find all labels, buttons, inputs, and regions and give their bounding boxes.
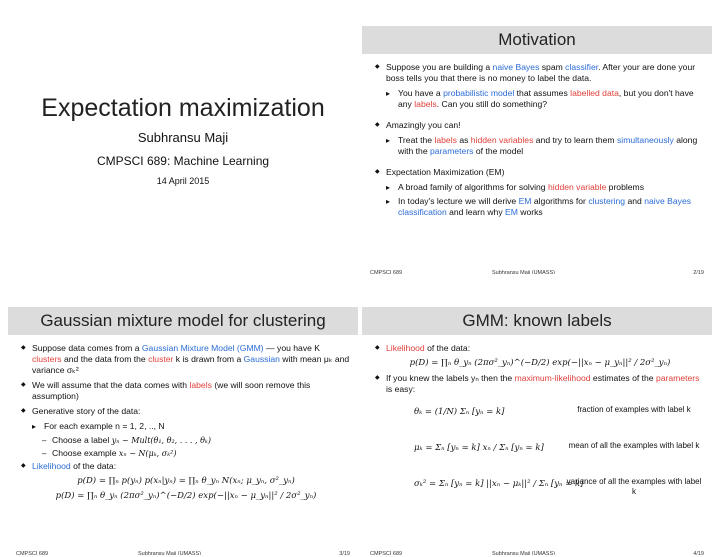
motivation-slide: [362, 4, 712, 274]
likelihood-expanded-equation: p(D) = ∏ₙ θ_yₙ (2πσ²_yₙ)^(−D/2) exp(−||xₙ − μ_yₙ||² / 2σ²_yₙ): [55, 491, 317, 501]
footer-course: CMPSCI 689: [370, 551, 403, 555]
title-slide: [8, 4, 358, 274]
sigma-description: variance of all the examples with label k: [566, 477, 702, 496]
lecture-date: 14 April 2015: [156, 176, 210, 186]
mu-description: mean of all the examples with label k: [568, 441, 700, 450]
footer-page: 2/19: [693, 270, 704, 274]
bullet: ◆ Amazingly you can!: [374, 120, 706, 131]
footer-page: 4/19: [693, 551, 704, 555]
sub-bullet: ▸ You have a probabilistic model that assumes labelled data, but you don't have any labels. Can you still do something?: [374, 88, 706, 110]
gmm-slide: [8, 285, 358, 555]
slide-content: [374, 62, 706, 221]
footer-page: 3/19: [339, 551, 350, 555]
estimate-row-theta: [374, 399, 706, 433]
slide-title: Expectation maximization: [41, 94, 325, 122]
slide-title: Motivation: [362, 26, 712, 54]
footer-course: CMPSCI 689: [16, 551, 49, 555]
bullet: ◆ Expectation Maximization (EM): [374, 167, 706, 178]
bullet: ◆ Likelihood of the data:: [374, 343, 706, 354]
likelihood-equation: p(D) = ∏ₙ θ_yₙ (2πσ²_yₙ)^(−D/2) exp(−||xₙ − μ_yₙ||² / 2σ²_yₙ): [409, 358, 671, 368]
bullet: ◆ Likelihood of the data:: [20, 461, 352, 472]
slide-title: GMM: known labels: [362, 307, 712, 335]
sub-bullet: ▸ For each example n = 1, 2, .., N: [20, 421, 352, 432]
likelihood-equation: p(D) = ∏ₙ p(yₙ) p(xₙ|yₙ) = ∏ₙ θ_yₙ N(xₙ; μ_yₙ, σ²_yₙ): [77, 476, 295, 486]
footer-course: CMPSCI 689: [370, 270, 403, 274]
course-name: CMPSCI 689: Machine Learning: [96, 154, 270, 168]
sub-bullet: ▸ In today's lecture we will derive EM algorithms for clustering and naive Bayes classification and learn why EM works: [374, 196, 706, 218]
bullet: ◆ We will assume that the data comes with labels (we will soon remove this assumption): [20, 380, 352, 402]
slide-content: [374, 343, 706, 507]
slide-content: [20, 343, 352, 506]
mu-estimate: μₖ = Σₙ [yₙ = k] xₙ / Σₙ [yₙ = k]: [414, 443, 544, 453]
slide-title: Gaussian mixture model for clustering: [8, 307, 358, 335]
bullet: ◆ Generative story of the data:: [20, 406, 352, 417]
footer-author: Subhransu Maji (UMASS): [138, 551, 201, 555]
bullet: ◆ Suppose data comes from a Gaussian Mixture Model (GMM) — you have K clusters and the data from the cluster k is drawn from a Gaussian with mean μₖ and variance σₖ²: [20, 343, 352, 376]
theta-estimate: θₖ = (1/N) Σₙ [yₙ = k]: [414, 407, 505, 417]
sub-bullet: ▸ A broad family of algorithms for solving hidden variable problems: [374, 182, 706, 193]
footer-author: Subhransu Maji (UMASS): [492, 551, 555, 555]
author-name: Subhransu Maji: [137, 130, 229, 145]
bullet: ◆ Suppose you are building a naive Bayes spam classifier. After your are done your boss tells you that there is no money to label the data.: [374, 62, 706, 84]
sigma-estimate: σₖ² = Σₙ [yₙ = k] ||xₙ − μₖ||² / Σₙ [yₙ = k]: [414, 479, 584, 489]
sub-sub-bullet: – Choose a label yₙ ~ Mult(θ₁, θ₂, . . . , θₖ): [20, 435, 352, 446]
sub-sub-bullet: – Choose example xₙ ~ N(μₖ, σₖ²): [20, 448, 352, 459]
footer-author: Subhransu Maji (UMASS): [492, 270, 555, 274]
estimate-row-mu: [374, 435, 706, 469]
gmm-known-labels-slide: [362, 285, 712, 555]
sub-bullet: ▸ Treat the labels as hidden variables and try to learn them simultaneously along with the parameters of the model: [374, 135, 706, 157]
estimate-row-sigma: [374, 471, 706, 505]
bullet: ◆ If you knew the labels yₙ then the maximum-likelihood estimates of the parameters is easy:: [374, 373, 706, 395]
theta-description: fraction of examples with label k: [577, 405, 691, 414]
